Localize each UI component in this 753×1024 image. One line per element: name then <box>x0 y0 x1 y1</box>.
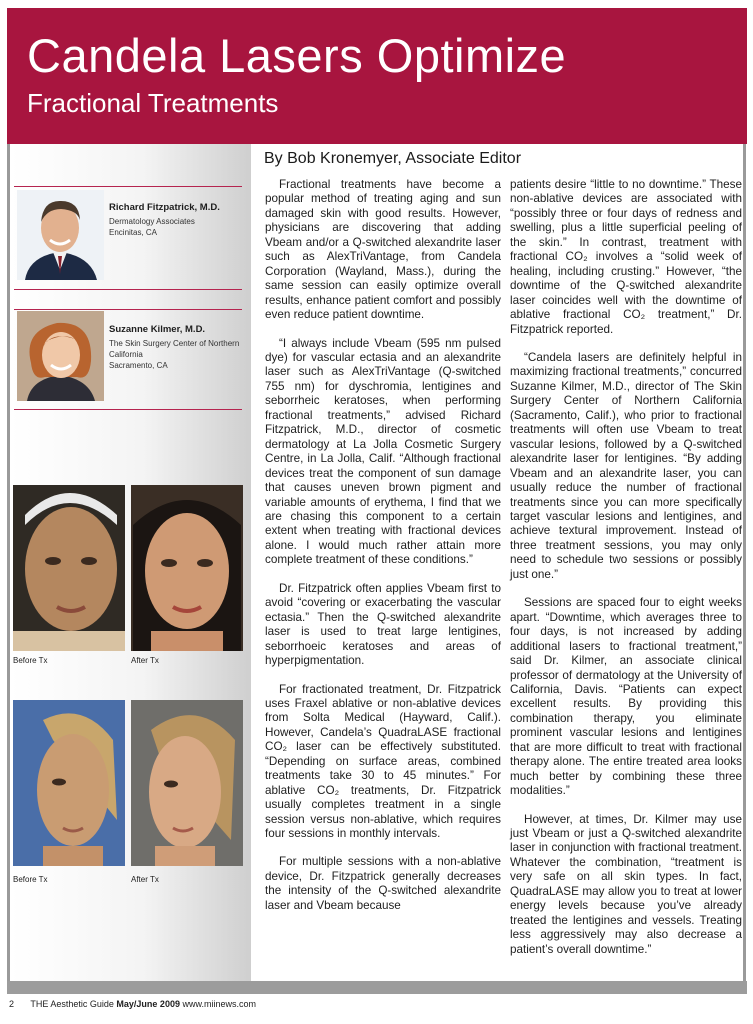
paragraph: For fractionated treatment, Dr. Fitzpatrick uses Fraxel ablative or non-ablative devices from Solta Medical (Hayward, Calif.). However, Candela’s QuadraLASE fractional CO₂ laser can be effectively substituted. “Depending on surface areas, combined treatments take 30 to 45 minutes.” For ablative CO₂ treatments, Dr. Fitzpatrick usually completes treatment in a single session versus non-ablative, which requires four sessions in monthly intervals. <box>265 682 501 841</box>
profile-name: Suzanne Kilmer, M.D. <box>109 324 206 335</box>
after-photo-1 <box>131 485 243 651</box>
article-column-1 <box>265 178 501 927</box>
article-title: Candela Lasers Optimize <box>27 29 567 82</box>
photo-caption: After Tx <box>131 875 159 884</box>
paragraph: Dr. Fitzpatrick often applies Vbeam first to avoid “covering or exacerbating the vascular ectasia.” Then the Q-switched alexandrite laser is used to treat large lentigines, seborrhoeic keratoses and areas of hyperpigmentation. <box>265 581 501 668</box>
affiliation-line: The Skin Surgery Center of Northern <box>109 339 240 348</box>
photo-caption: Before Tx <box>13 656 48 665</box>
portrait-kilmer <box>17 311 104 401</box>
bottom-bar <box>7 981 747 994</box>
publication-name: THE Aesthetic Guide <box>30 999 114 1009</box>
before-photo-1 <box>13 485 125 651</box>
portrait-fitzpatrick <box>17 190 104 280</box>
page-number: 2 <box>9 999 15 1009</box>
article-column-2 <box>510 178 742 971</box>
affiliation-line: Dermatology Associates <box>109 217 195 226</box>
paragraph: However, at times, Dr. Kilmer may use just Vbeam or just a Q-switched alexandrite laser in conjunction with fractional treatment. Whatever the combination, “treatment is very safe on all skin types. In fact, QuadraLASE may allow you to treat at lower energy levels because you’ve already treated the lentigines and vessels. Treating less aggressively may also decrease a patient’s overall downtime.” <box>510 812 742 956</box>
paragraph: Fractional treatments have become a popular method of treating aging and sun damaged skin with good results. However, physicians are discovering that adding Vbeam and/or a Q-switched alexandrite laser such as AlexTriVantage, from Candela Corporation (Wayland, Mass.), during the same session can easily optimize overall results, enhance patient comfort and possibly even reduce patient downtime. <box>265 178 501 322</box>
paragraph: For multiple sessions with a non-ablative device, Dr. Fitzpatrick generally decreases the intensity of the Q-switched alexandrite laser and Vbeam because <box>265 855 501 912</box>
profile-affiliation <box>109 216 244 238</box>
profile-affiliation <box>109 338 244 371</box>
paragraph: “I always include Vbeam (595 nm pulsed dye) for vascular ectasia and an alexandrite laser such as AlexTriVantage (Q-switched 755 nm) for dyschromia, lentigines and seborrheic keratoses, when performing fractional treatments,” advised Richard Fitzpatrick, M.D., director of cosmetic dermatology at La Jolla Cosmetic Surgery Centre, in La Jolla, Calif. “Although fractional devices treat the component of sun damage that causes uneven brown pigment and variable amounts of erythema, I find that we are chasing this component to a certain extent when treating with fractional devices alone. I would much rather attain more complete treatment of these conditions.” <box>265 336 501 567</box>
profile-divider <box>14 289 242 290</box>
title-banner <box>7 8 747 144</box>
affiliation-line: Encinitas, CA <box>109 228 158 237</box>
affiliation-line: Sacramento, CA <box>109 361 168 370</box>
paragraph: Sessions are spaced four to eight weeks apart. “Downtime, which averages three to four days, is not increased by adding additional lasers to fractional treatment,” said Dr. Kilmer, an associate clinical professor of dermatology at the University of California, Davis. “Patients can expect excellent results. By providing this combination therapy, you eliminate prominent vascular lesions and lentigines that are more difficult to treat with fractional therapy alone. The entire treated area looks much better by combining these three modalities.” <box>510 596 742 798</box>
page-footer <box>9 999 256 1009</box>
photo-caption: Before Tx <box>13 875 48 884</box>
profile-divider <box>14 309 242 310</box>
profile-divider <box>14 409 242 410</box>
paragraph: patients desire “little to no downtime.” These non-ablative devices are associated with “possibly three or four days of redness and swelling, plus a little superficial peeling of the skin.” In contrast, treatment with fractional CO₂ involves a “solid week of healing, including crusting.” However, “the downtime of the Q-switched alexandrite laser coincides well with the downtime of ablative fractional CO₂ treatment,” Dr. Fitzpatrick reported. <box>510 178 742 336</box>
publication-url: www.miinews.com <box>182 999 256 1009</box>
after-photo-2 <box>131 700 243 866</box>
photo-caption: After Tx <box>131 656 159 665</box>
issue-date: May/June 2009 <box>116 999 180 1009</box>
profile-divider <box>14 186 242 187</box>
article-subtitle: Fractional Treatments <box>27 88 279 118</box>
frame-right <box>743 144 746 982</box>
affiliation-line: California <box>109 350 143 359</box>
paragraph: “Candela lasers are definitely helpful in maximizing fractional treatments,” concurred Suzanne Kilmer, M.D., director of The Skin Surgery Center of Northern California (Sacramento, Calif.), who prior to fractional treatments will often use Vbeam to treat vascular lesions, followed by a Q-switched alexandrite laser for lentigines. “By adding Vbeam and an alexandrite laser, you can usually reduce the number of fractional treatments since you can more specifically target vascular lesions and lentigines, and achieve textural improvement. Instead of three treatment sessions, you may only need to schedule two sessions or possibly just one.” <box>510 350 742 581</box>
frame-left <box>7 144 10 982</box>
before-photo-2 <box>13 700 125 866</box>
profile-name: Richard Fitzpatrick, M.D. <box>109 202 220 213</box>
byline: By Bob Kronemyer, Associate Editor <box>264 150 522 167</box>
